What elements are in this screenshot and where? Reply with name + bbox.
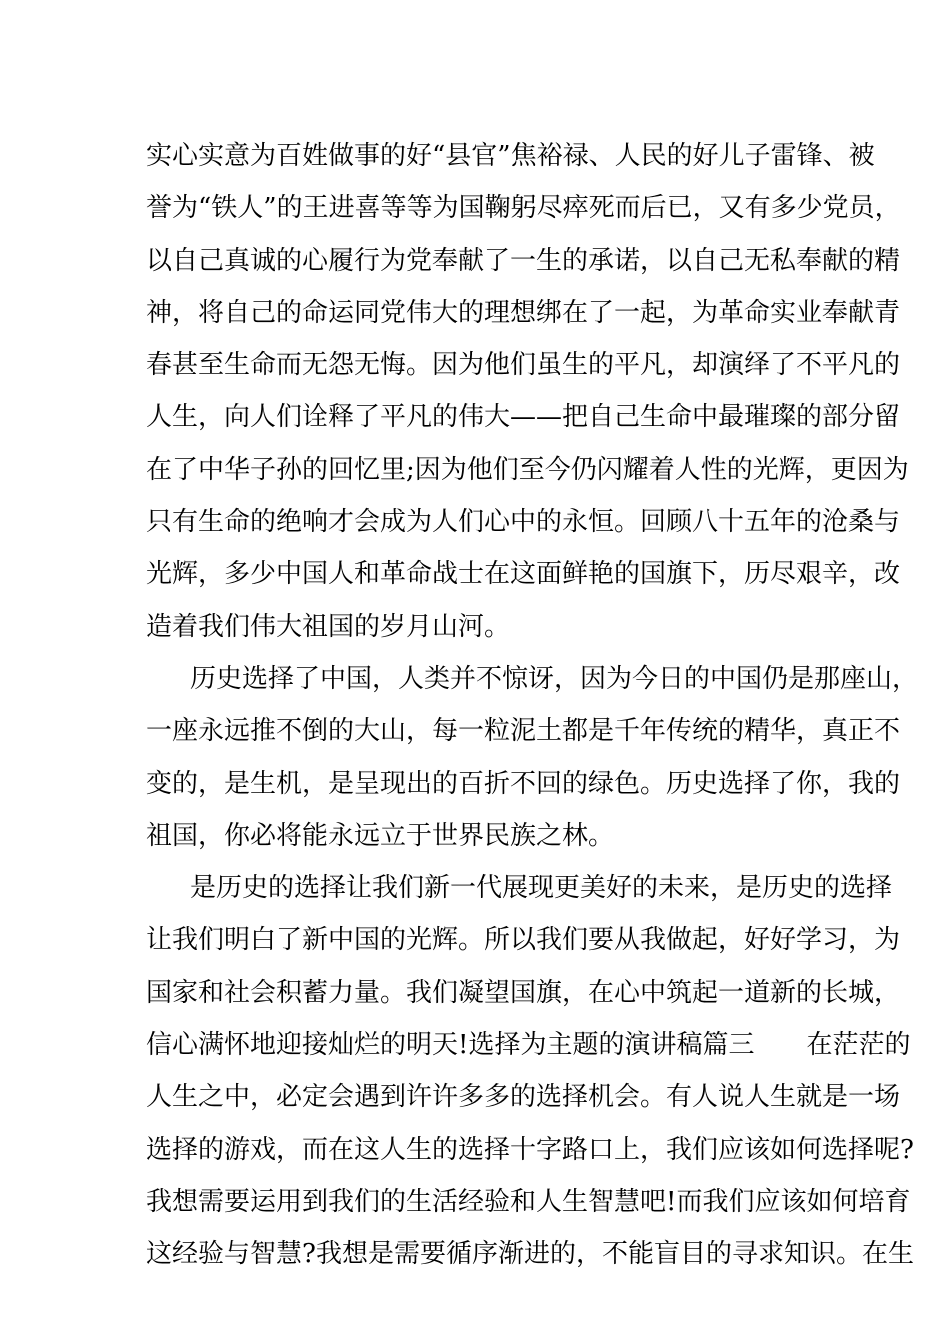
text-line: 历史选择了中国，人类并不惊讶，因为今日的中国仍是那座山， (190, 663, 919, 694)
text-line: 让我们明白了新中国的光辉。所以我们要从我做起，好好学习，为 (146, 925, 901, 956)
text-line: 是历史的选择让我们新一代展现更美好的未来，是历史的选择 (190, 873, 893, 904)
text-line: 一座永远推不倒的大山，每一粒泥土都是千年传统的精华，真正不 (146, 716, 901, 747)
text-line: 春甚至生命而无怨无悔。因为他们虽生的平凡，却演绎了不平凡的 (146, 350, 901, 381)
text-line: 只有生命的绝响才会成为人们心中的永恒。回顾八十五年的沧桑与 (146, 507, 901, 538)
text-line: 造着我们伟大祖国的岁月山河。 (146, 611, 511, 642)
text-line: 国家和社会积蓄力量。我们凝望国旗，在心中筑起一道新的长城， (146, 977, 901, 1008)
text-line: 在了中华子孙的回忆里;因为他们至今仍闪耀着人性的光辉，更因为 (146, 454, 909, 485)
text-line: 这经验与智慧?我想是需要循序渐进的，不能盲目的寻求知识。在生 (146, 1239, 914, 1270)
text-line: 我想需要运用到我们的生活经验和人生智慧吧!而我们应该如何培育 (146, 1186, 911, 1217)
text-line: 人生之中，必定会遇到许许多多的选择机会。有人说人生就是一场 (146, 1082, 901, 1113)
text-line: 信心满怀地迎接灿烂的明天!选择为主题的演讲稿篇三 在茫茫的 (146, 1030, 911, 1061)
text-line: 以自己真诚的心履行为党奉献了一生的承诺，以自己无私奉献的精 (146, 245, 901, 276)
text-line: 选择的游戏，而在这人生的选择十字路口上，我们应该如何选择呢? (146, 1134, 914, 1165)
text-line: 祖国，你必将能永远立于世界民族之林。 (146, 820, 615, 851)
body-text (146, 130, 919, 1281)
text-line: 实心实意为百姓做事的好“县官”焦裕禄、人民的好儿子雷锋、被 (146, 141, 875, 171)
text-line: 变的，是生机，是呈现出的百折不回的绿色。历史选择了你，我的 (146, 768, 901, 799)
text-line: 誉为“铁人”的王进喜等等为国鞠躬尽瘁死而后已，又有多少党员， (146, 193, 901, 224)
text-line: 人生，向人们诠释了平凡的伟大——把自己生命中最璀璨的部分留 (146, 402, 901, 433)
text-line: 光辉，多少中国人和革命战士在这面鲜艳的国旗下，历尽艰辛，改 (146, 559, 901, 590)
text-line: 神，将自己的命运同党伟大的理想绑在了一起，为革命实业奉献青 (146, 297, 901, 328)
